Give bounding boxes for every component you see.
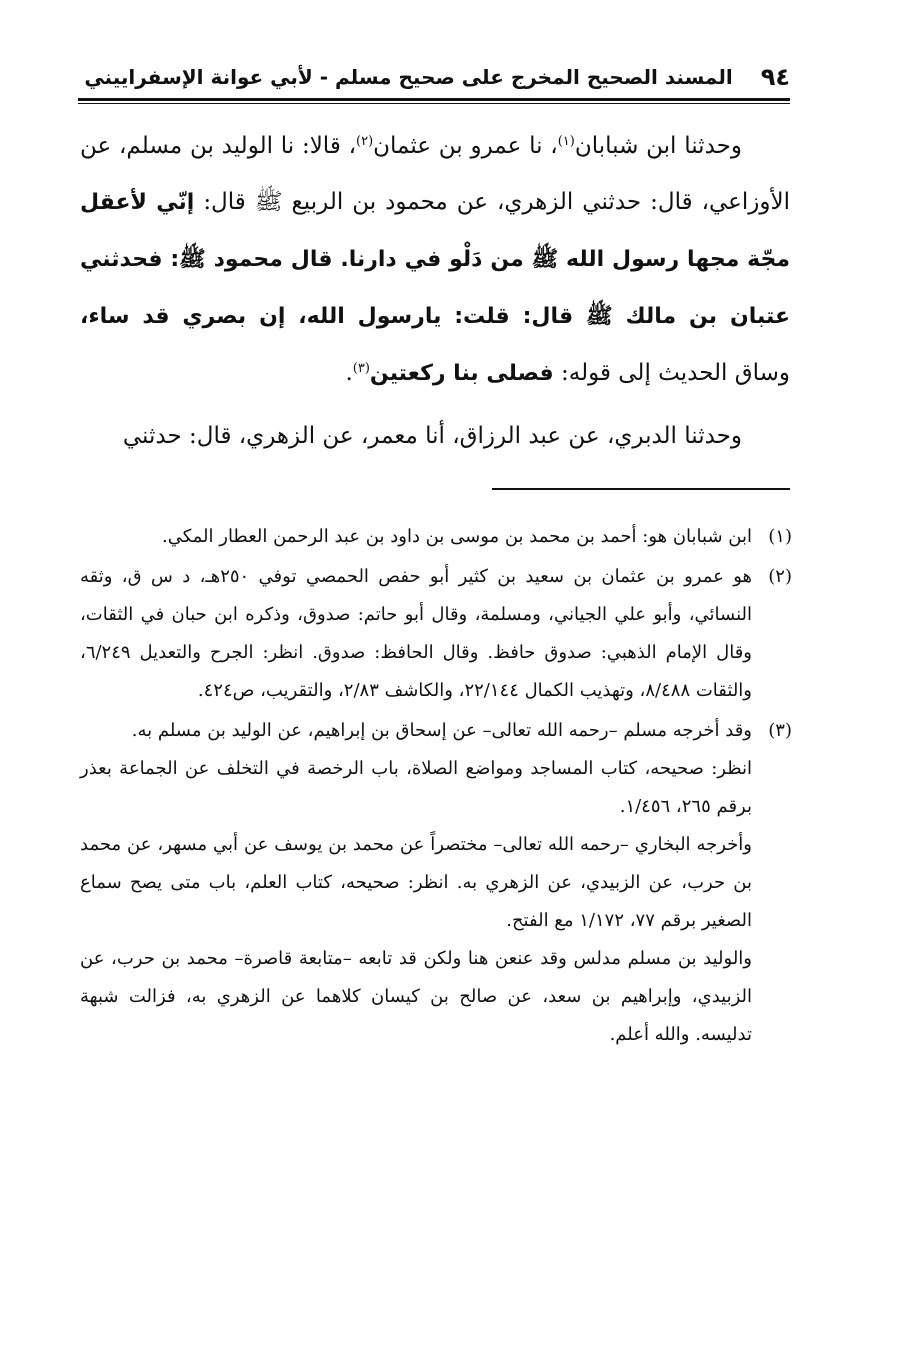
text-run: ، نا عمرو بن عثمان: [373, 133, 558, 159]
footnote-body: [80, 518, 752, 556]
footnote-number: (٢): [768, 566, 792, 587]
footnote-1: [80, 518, 792, 556]
header-rule-thin: [78, 103, 790, 104]
footnotes: [80, 518, 792, 1056]
text-run: .: [345, 360, 353, 386]
footnote-line: وقد أخرجه مسلم –رحمه الله تعالى– عن إسحاق بن إبراهيم، عن الوليد بن مسلم به.: [131, 720, 752, 741]
page-number: ٩٤: [760, 63, 790, 91]
main-text: [80, 118, 790, 464]
footnote-2: [80, 558, 792, 710]
bold-quote-end: فصلى بنا ركعتين: [369, 361, 554, 386]
footnote-body: [80, 712, 752, 1054]
footnote-line: انظر: صحيحه، كتاب المساجد ومواضع الصلاة، باب الرخصة في التخلف عن الجماعة بعذر برقم ٢٦٥، ١/٤٥٦.: [80, 758, 752, 817]
footnote-line: وأخرجه البخاري –رحمه الله تعالى– مختصراً عن محمد بن يوسف عن أبي مسهر، عن محمد بن حرب، عن الزبيدي، عن الزهري به. انظر: صحيحه، كتاب العلم، باب متى يصح سماع الصغير برقم ٧٧، ١/١٧٢ مع الفتح.: [80, 834, 752, 931]
footnote-ref-2: (٢): [356, 134, 374, 149]
footnote-3: [80, 712, 792, 1054]
paragraph-2: وحدثنا الدبري، عن عبد الرزاق، أنا معمر، عن الزهري، قال: حدثني: [122, 423, 742, 449]
footnote-ref-3: (٣): [352, 361, 370, 376]
footnote-number: (٣): [768, 720, 792, 741]
text-run: وساق الحديث إلى قوله:: [560, 360, 790, 386]
footnote-ref-1: (١): [557, 134, 575, 149]
bold-quote: إنّي لأعقل مجّة مجها رسول الله ﷺ من دَلْو في دارنا. قال محمود ﷺ: فحدثني عتبان بن مالك ﷺ قال: قلت: يارسول الله، إن بصري قد ساء،: [80, 190, 790, 329]
paragraph-1: [80, 118, 790, 402]
footnote-number: (١): [768, 526, 792, 547]
footnote-line: والوليد بن مسلم مدلس وقد عنعن هنا ولكن قد تابعه –متابعة قاصرة– محمد بن حرب، عن الزبيدي، وإبراهيم بن سعد، عن صالح بن كيسان كلاهما عن الزهري به، فزالت شبهة تدليسه. والله أعلم.: [80, 948, 752, 1045]
footnote-line: هو عمرو بن عثمان بن سعيد بن كثير أبو حفص الحمصي توفي ٢٥٠هـ، د س ق، وثقه النسائي، وأبو علي الجياني، ومسلمة، وقال أبو حاتم: صدوق، وذكره ابن حبان في الثقات، وقال الإمام الذهبي: صدوق حافظ. وقال الحافظ: صدوق. انظر: الجرح والتعديل ٦/٢٤٩، والثقات ٨/٤٨٨، وتهذيب الكمال ٢٢/١٤٤، والكاشف ٢/٨٣، والتقريب، ص٤٢٤.: [80, 566, 752, 701]
footnote-line: ابن شبابان هو: أحمد بن محمد بن موسى بن داود بن عبد الرحمن العطار المكي.: [161, 526, 752, 547]
running-header: [78, 60, 790, 94]
footnote-separator: [492, 488, 790, 490]
header-rule-thick: [78, 98, 790, 101]
running-title: المسند الصحيح المخرج على صحيح مسلم - لأبي عوانة الإسفراييني: [84, 65, 733, 89]
footnote-body: [80, 558, 752, 710]
text-run: وحدثنا ابن شبابان: [574, 133, 742, 159]
text-run: ، قالا: نا الوليد بن مسلم، عن الأوزاعي، قال: حدثني الزهري، عن محمود بن الربيع ﷺ قال:: [80, 133, 790, 215]
